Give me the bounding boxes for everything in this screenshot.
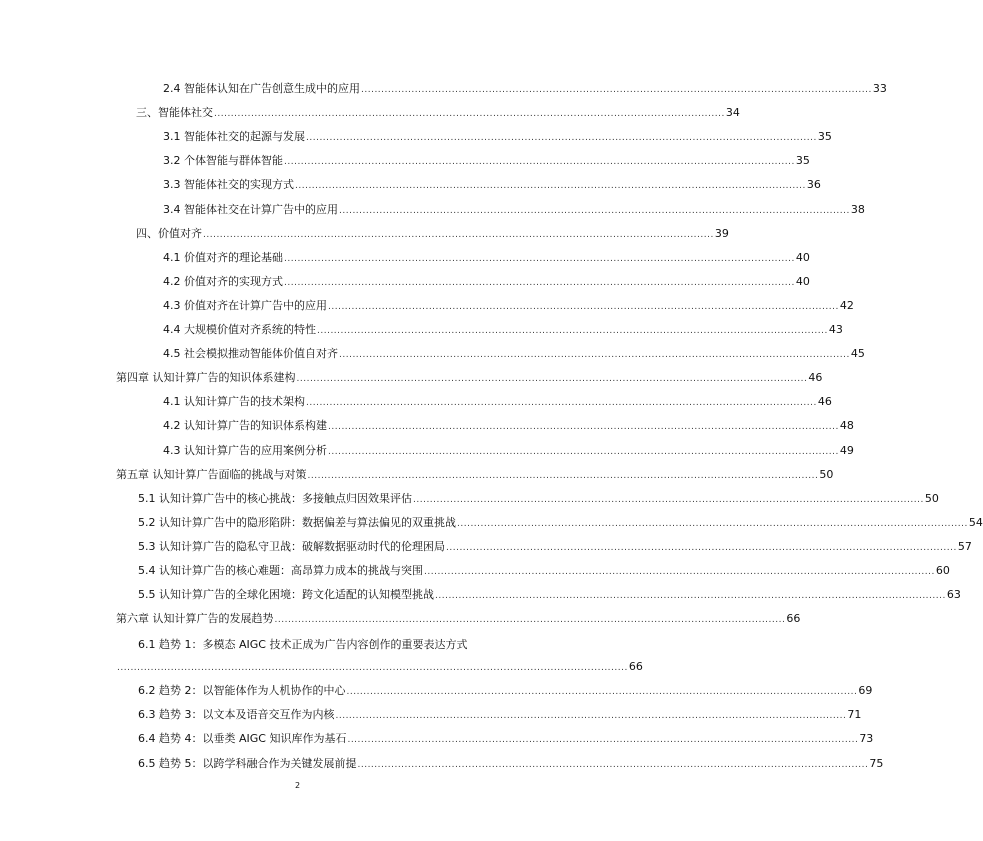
toc-entry-page: 73 xyxy=(859,732,874,746)
toc-entry-title: 3.4 智能体社交在计算广告中的应用 xyxy=(163,202,338,216)
toc-entry-title: 6.1 趋势 1：多模态 AIGC 技术正成为广告内容创作的重要表达方式 xyxy=(138,638,468,652)
toc-leader-dots xyxy=(203,228,714,242)
toc-entry-title: 三、智能体社交 xyxy=(136,106,213,120)
toc-entry-page: 46 xyxy=(817,395,832,409)
toc-entry-title: 2.4 智能体认知在广告创意生成中的应用 xyxy=(163,82,360,96)
toc-entry-title: 4.1 认知计算广告的技术架构 xyxy=(163,395,305,409)
toc-entry-title: 4.4 大规模价值对齐系统的特性 xyxy=(163,323,316,337)
toc-leader-dots xyxy=(435,589,946,603)
toc-entry-title: 3.3 智能体社交的实现方式 xyxy=(163,178,294,192)
toc-leader-dots xyxy=(339,348,850,362)
toc-leader-dots xyxy=(317,324,828,338)
toc-entry-page: 42 xyxy=(839,298,854,312)
toc-entry[interactable] xyxy=(116,603,801,627)
toc-entry[interactable] xyxy=(116,169,821,193)
toc-entry[interactable] xyxy=(116,459,834,483)
toc-entry-title: 4.3 认知计算广告的应用案例分析 xyxy=(163,443,327,457)
toc-entry-page: 35 xyxy=(817,130,832,144)
toc-entry[interactable] xyxy=(116,483,939,507)
toc-leader-dots xyxy=(284,155,795,169)
toc-entry-page: 75 xyxy=(869,756,884,770)
toc-leader-dots xyxy=(424,565,935,579)
toc-entry[interactable] xyxy=(116,314,843,338)
toc-leader-dots xyxy=(308,469,819,483)
toc-leader-dots xyxy=(361,83,872,97)
page-number: 2 xyxy=(294,781,301,790)
toc-leader-dots xyxy=(306,131,817,145)
toc-entry-page: 40 xyxy=(795,250,810,264)
toc-entry-page: 45 xyxy=(850,347,865,361)
toc-entry-page: 40 xyxy=(795,274,810,288)
toc-entry[interactable] xyxy=(116,434,854,458)
toc-leader-dots xyxy=(284,252,795,266)
toc-entry[interactable] xyxy=(116,699,862,723)
toc-entry-title: 5.5 认知计算广告的全球化困境：跨文化适配的认知模型挑战 xyxy=(138,588,434,602)
toc-entry[interactable] xyxy=(116,555,950,579)
toc-entry-title: 4.2 价值对齐的实现方式 xyxy=(163,274,283,288)
toc-entry[interactable] xyxy=(116,290,854,314)
toc-entry-6-1[interactable] xyxy=(116,627,491,653)
toc-entry-title: 4.1 价值对齐的理论基础 xyxy=(163,250,283,264)
toc-entry[interactable] xyxy=(116,193,865,217)
toc-leader-dots xyxy=(117,661,628,675)
toc-entry-page: 63 xyxy=(946,588,961,602)
toc-entry-page: 33 xyxy=(872,82,887,96)
toc-entry-page: 57 xyxy=(957,539,972,553)
toc-entry-title: 6.2 趋势 2：以智能体作为人机协作的中心 xyxy=(138,684,346,698)
toc-leader-dots xyxy=(357,758,868,772)
toc-entry-title: 3.1 智能体社交的起源与发展 xyxy=(163,130,305,144)
toc-entry-title: 6.3 趋势 3：以文本及语音交互作为内核 xyxy=(138,708,335,722)
toc-entry[interactable] xyxy=(116,145,810,169)
toc-entry-page: 71 xyxy=(847,708,862,722)
toc-leader-dots xyxy=(413,493,924,507)
toc-entry[interactable] xyxy=(116,531,972,555)
toc-entry-page: 43 xyxy=(828,323,843,337)
toc-entry[interactable] xyxy=(116,338,865,362)
toc-entry-title: 4.2 认知计算广告的知识体系构建 xyxy=(163,419,327,433)
toc-entry-title: 4.3 价值对齐在计算广告中的应用 xyxy=(163,298,327,312)
toc-leader-dots xyxy=(275,613,786,627)
toc-entry-page: 66 xyxy=(786,612,801,626)
toc-leader-dots xyxy=(297,372,808,386)
toc-entry[interactable] xyxy=(116,507,983,531)
toc-leader-dots xyxy=(328,420,839,434)
toc-entry-page: 50 xyxy=(924,491,939,505)
toc-entry-page: 69 xyxy=(858,684,873,698)
toc-entry[interactable] xyxy=(116,410,854,434)
toc-entry-title: 5.4 认知计算广告的核心难题：高昂算力成本的挑战与突围 xyxy=(138,563,423,577)
toc-entry-title: 3.2 个体智能与群体智能 xyxy=(163,154,283,168)
toc-leader-dots xyxy=(295,179,806,193)
toc-entry-title: 6.4 趋势 4：以垂类 AIGC 知识库作为基石 xyxy=(138,732,347,746)
toc-entry[interactable] xyxy=(116,121,832,145)
toc-entry-page: 35 xyxy=(795,154,810,168)
toc-entry[interactable] xyxy=(116,386,832,410)
toc-entry-title: 第四章 认知计算广告的知识体系建构 xyxy=(116,371,296,385)
table-of-contents xyxy=(116,73,983,772)
toc-entry-page: 48 xyxy=(839,419,854,433)
toc-entry-page: 46 xyxy=(808,371,823,385)
toc-entry-page: 60 xyxy=(935,563,950,577)
toc-entry[interactable] xyxy=(116,362,823,386)
toc-entry-page: 50 xyxy=(819,467,834,481)
toc-leader-dots xyxy=(328,445,839,459)
toc-entry-page: 54 xyxy=(968,515,983,529)
toc-leader-dots xyxy=(335,709,846,723)
toc-leader-dots xyxy=(328,300,839,314)
toc-entry-page: 38 xyxy=(850,202,865,216)
toc-leader-dots xyxy=(284,276,795,290)
toc-entry-page: 39 xyxy=(714,226,729,240)
toc-entry[interactable] xyxy=(116,73,887,97)
toc-entry-title: 6.5 趋势 5：以跨学科融合作为关键发展前提 xyxy=(138,756,357,770)
toc-leader-dots xyxy=(306,396,817,410)
toc-leader-dots xyxy=(457,517,968,531)
toc-leader-dots xyxy=(347,733,858,747)
toc-entry-6-1-continuation[interactable] xyxy=(116,653,643,675)
toc-entry[interactable] xyxy=(116,579,961,603)
toc-leader-dots xyxy=(446,541,957,555)
toc-tail-list xyxy=(116,675,884,771)
toc-entry-title: 5.3 认知计算广告的隐私守卫战：破解数据驱动时代的伦理困局 xyxy=(138,539,445,553)
toc-entry-page: 36 xyxy=(806,178,821,192)
toc-main-list xyxy=(116,73,983,627)
toc-entry-page: 49 xyxy=(839,443,854,457)
toc-entry[interactable] xyxy=(116,242,810,266)
toc-entry[interactable] xyxy=(116,747,884,771)
toc-entry-title: 四、价值对齐 xyxy=(136,226,202,240)
toc-entry[interactable] xyxy=(116,97,740,121)
toc-leader-dots xyxy=(214,107,725,121)
toc-entry[interactable] xyxy=(116,723,874,747)
toc-entry-title: 5.1 认知计算广告中的核心挑战：多接触点归因效果评估 xyxy=(138,491,412,505)
toc-entry[interactable] xyxy=(116,266,810,290)
toc-entry-title: 第六章 认知计算广告的发展趋势 xyxy=(116,612,274,626)
toc-entry[interactable] xyxy=(116,218,729,242)
toc-entry-page: 34 xyxy=(725,106,740,120)
toc-entry-title: 5.2 认知计算广告中的隐形陷阱：数据偏差与算法偏见的双重挑战 xyxy=(138,515,456,529)
toc-entry[interactable] xyxy=(116,675,873,699)
toc-entry-title: 4.5 社会模拟推动智能体价值自对齐 xyxy=(163,347,338,361)
toc-entry-page: 66 xyxy=(628,660,643,674)
toc-leader-dots xyxy=(346,685,857,699)
toc-leader-dots xyxy=(339,204,850,218)
toc-entry-title: 第五章 认知计算广告面临的挑战与对策 xyxy=(116,467,307,481)
